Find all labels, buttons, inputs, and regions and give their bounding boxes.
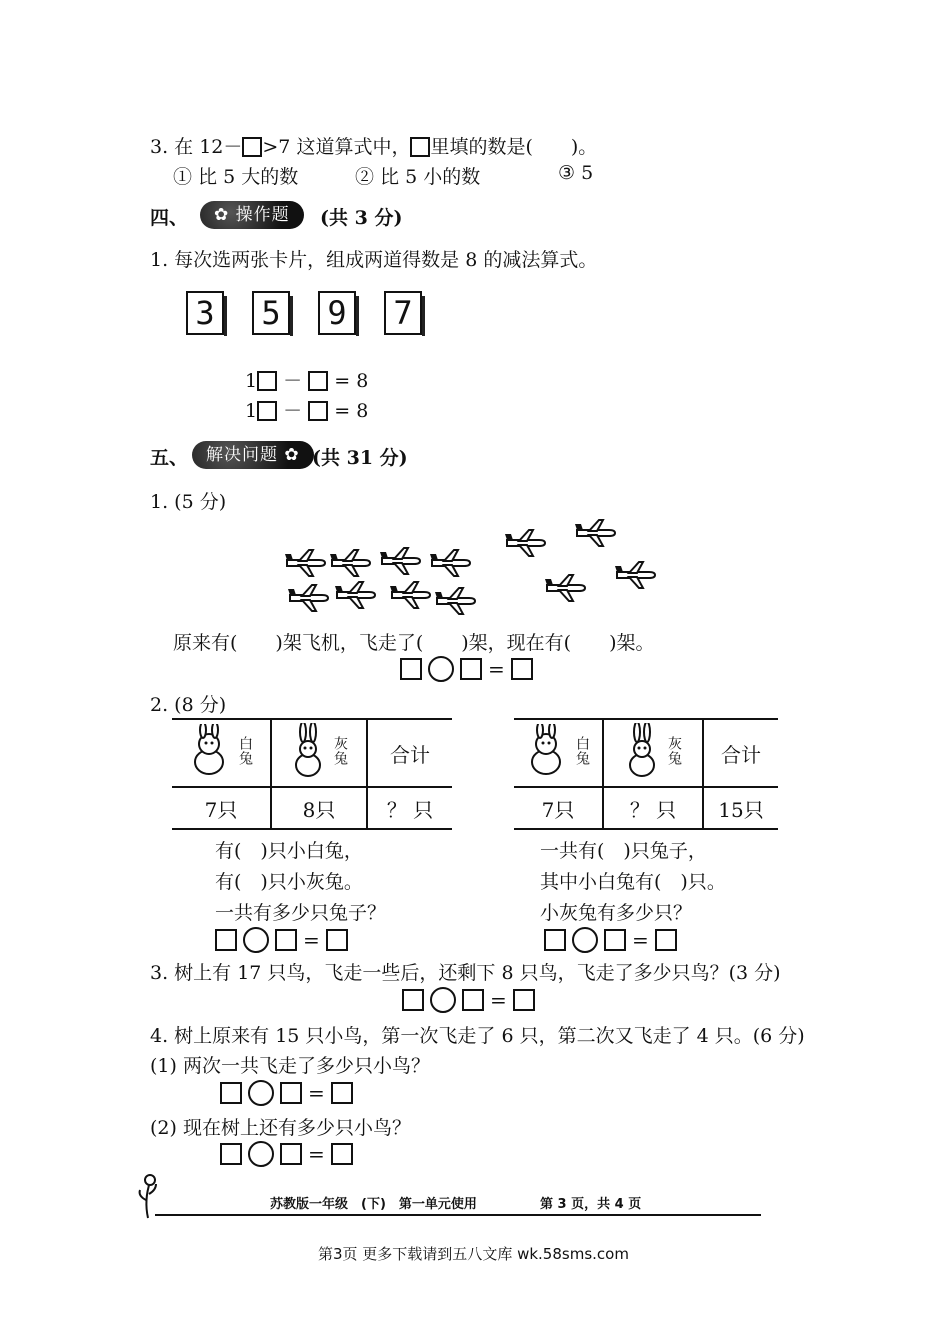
- value-cell[interactable]: ？ 只: [367, 787, 452, 829]
- rabbit-table-right: [514, 718, 778, 830]
- q3-line: [150, 132, 597, 159]
- equation-row: [544, 927, 677, 953]
- s5q1-sentence: 原来有( )架飞机，飞走了( )架，现在有( )架。: [173, 632, 655, 654]
- s5q4-sub1: (1) 两次一共飞走了多少只小鸟？: [150, 1055, 430, 1077]
- answer-box[interactable]: [257, 401, 277, 421]
- footer-flower-icon: [134, 1170, 162, 1220]
- answer-box[interactable]: [215, 929, 237, 951]
- gray-rabbit-icon: [622, 723, 684, 779]
- answer-box[interactable]: [331, 1082, 353, 1104]
- operator-circle[interactable]: [430, 987, 456, 1013]
- q3-mid: >7 这道算式中，: [262, 136, 411, 158]
- value-cell: 7只: [204, 797, 238, 822]
- equation-row: [215, 927, 348, 953]
- right-line-2: 其中小白兔有( )只。: [540, 871, 726, 893]
- operator-circle[interactable]: [248, 1080, 274, 1106]
- plane-icon: [330, 550, 370, 576]
- plane-icon: [435, 588, 475, 614]
- number-card[interactable]: 7: [384, 291, 422, 335]
- left-line-2: 有( )只小灰兔。: [215, 871, 363, 893]
- equation-row: [220, 1080, 353, 1106]
- equals-sign: =: [490, 988, 507, 1012]
- section4-number: 四、: [150, 207, 189, 229]
- total-header: 合计: [703, 719, 778, 787]
- white-rabbit-cell: [172, 719, 271, 787]
- answer-box[interactable]: [308, 371, 328, 391]
- plane-icon: [545, 575, 585, 601]
- plane-icon: [575, 520, 615, 546]
- footer-rule: [155, 1214, 761, 1216]
- operator-circle[interactable]: [243, 927, 269, 953]
- number-card[interactable]: 5: [252, 291, 290, 335]
- s5q4-text: 4. 树上原来有 15 只小鸟，第一次飞走了 6 只，第二次又飞走了 4 只。(6 分): [150, 1025, 805, 1047]
- banner-flower-icon: ✿: [278, 445, 300, 465]
- answer-box[interactable]: [275, 929, 297, 951]
- value-cell[interactable]: ？ 只: [603, 787, 703, 829]
- answer-box[interactable]: [604, 929, 626, 951]
- equals-sign: =: [632, 928, 649, 952]
- answer-box[interactable]: [280, 1082, 302, 1104]
- number-card[interactable]: 3: [186, 291, 224, 335]
- banner-flower-icon: ✿: [214, 205, 236, 225]
- footer-page: 第 3 页，共 4 页: [540, 1197, 642, 1212]
- footer-edition: 苏教版一年级 (下) 第一单元使用: [270, 1197, 477, 1212]
- q3-pre: 3. 在 12－: [150, 136, 243, 158]
- number-card[interactable]: 9: [318, 291, 356, 335]
- plane-icon: [288, 585, 328, 611]
- section4-points: (共 3 分): [320, 207, 403, 229]
- section5-title: 解决问题: [206, 445, 278, 465]
- subtraction-equation-1: [245, 366, 368, 393]
- answer-box[interactable]: [242, 137, 262, 157]
- answer-box[interactable]: [460, 658, 482, 680]
- rabbit-table-left: [172, 718, 452, 830]
- equals-sign: =: [308, 1081, 325, 1105]
- operator-circle[interactable]: [248, 1141, 274, 1167]
- white-rabbit-label: 白兔: [237, 735, 253, 766]
- plane-icon: [285, 550, 325, 576]
- s5q4-sub2: (2) 现在树上还有多少只小鸟？: [150, 1117, 411, 1139]
- equation-row: [220, 1141, 353, 1167]
- minus-sign: －: [283, 400, 303, 422]
- answer-box[interactable]: [410, 137, 430, 157]
- plane-icon: [430, 550, 470, 576]
- section5-banner: [192, 441, 314, 469]
- white-rabbit-cell: [514, 719, 603, 787]
- equation-row: [402, 987, 535, 1013]
- answer-box[interactable]: [462, 989, 484, 1011]
- minus-sign: －: [283, 370, 303, 392]
- section4-banner: [200, 201, 304, 229]
- s5q3-text: 3. 树上有 17 只鸟，飞走一些后，还剩下 8 只鸟，飞走了多少只鸟？(3 分): [150, 962, 781, 984]
- plane-icon: [505, 530, 545, 556]
- s5q1-label: 1. (5 分): [150, 491, 227, 513]
- airplanes-illustration: [280, 512, 680, 622]
- left-line-1: 有( )只小白兔，: [215, 840, 363, 862]
- plane-icon: [335, 582, 375, 608]
- watermark-text: 第3页 更多下载请到五八文库 wk.58sms.com: [318, 1245, 629, 1263]
- s5q2-label: 2. (8 分): [150, 694, 227, 716]
- operator-circle[interactable]: [428, 656, 454, 682]
- answer-box[interactable]: [308, 401, 328, 421]
- white-rabbit-icon: [524, 724, 592, 778]
- answer-box[interactable]: [544, 929, 566, 951]
- gray-rabbit-label: 灰兔: [666, 735, 682, 766]
- equals-sign: =: [303, 928, 320, 952]
- section5-points: (共 31 分): [312, 447, 408, 469]
- left-line-3: 一共有多少只兔子？: [215, 902, 387, 924]
- q3-option-3[interactable]: ③ 5: [558, 162, 594, 184]
- eq-prefix: 1: [245, 370, 258, 392]
- equals-sign: =: [308, 1142, 325, 1166]
- right-line-1: 一共有( )只兔子，: [540, 840, 707, 862]
- eq-result: = 8: [334, 370, 369, 392]
- gray-rabbit-cell: [603, 719, 703, 787]
- answer-box[interactable]: [326, 929, 348, 951]
- eq-prefix: 1: [245, 400, 258, 422]
- answer-box[interactable]: [331, 1143, 353, 1165]
- answer-box[interactable]: [280, 1143, 302, 1165]
- q3-post: 里填的数是( )。: [430, 136, 598, 158]
- gray-rabbit-icon: [288, 723, 350, 779]
- answer-box[interactable]: [655, 929, 677, 951]
- section4-title: 操作题: [235, 205, 290, 225]
- section5-number: 五、: [150, 447, 189, 469]
- answer-box[interactable]: [511, 658, 533, 680]
- plane-icon: [380, 548, 420, 574]
- answer-box[interactable]: [513, 989, 535, 1011]
- answer-box[interactable]: [257, 371, 277, 391]
- gray-rabbit-label: 灰兔: [332, 735, 348, 766]
- answer-box[interactable]: [402, 989, 424, 1011]
- answer-box[interactable]: [220, 1082, 242, 1104]
- equation-row: [400, 656, 533, 682]
- value-cell: 7只: [541, 797, 575, 822]
- q3-option-1[interactable]: ① 比 5 大的数: [173, 166, 299, 188]
- white-rabbit-label: 白兔: [574, 735, 590, 766]
- q3-option-2[interactable]: ② 比 5 小的数: [355, 166, 481, 188]
- value-cell: 8只: [271, 787, 367, 829]
- total-header: 合计: [367, 719, 452, 787]
- subtraction-equation-2: [245, 396, 368, 423]
- value-cell: 15只: [703, 787, 778, 829]
- plane-icon: [390, 582, 430, 608]
- gray-rabbit-cell: [271, 719, 367, 787]
- equals-sign: =: [488, 657, 505, 681]
- answer-box[interactable]: [400, 658, 422, 680]
- eq-result: = 8: [334, 400, 369, 422]
- s4q1-text: 1. 每次选两张卡片，组成两道得数是 8 的减法算式。: [150, 249, 598, 271]
- operator-circle[interactable]: [572, 927, 598, 953]
- white-rabbit-icon: [187, 724, 255, 778]
- plane-icon: [615, 562, 655, 588]
- right-line-3: 小灰兔有多少只？: [540, 902, 693, 924]
- answer-box[interactable]: [220, 1143, 242, 1165]
